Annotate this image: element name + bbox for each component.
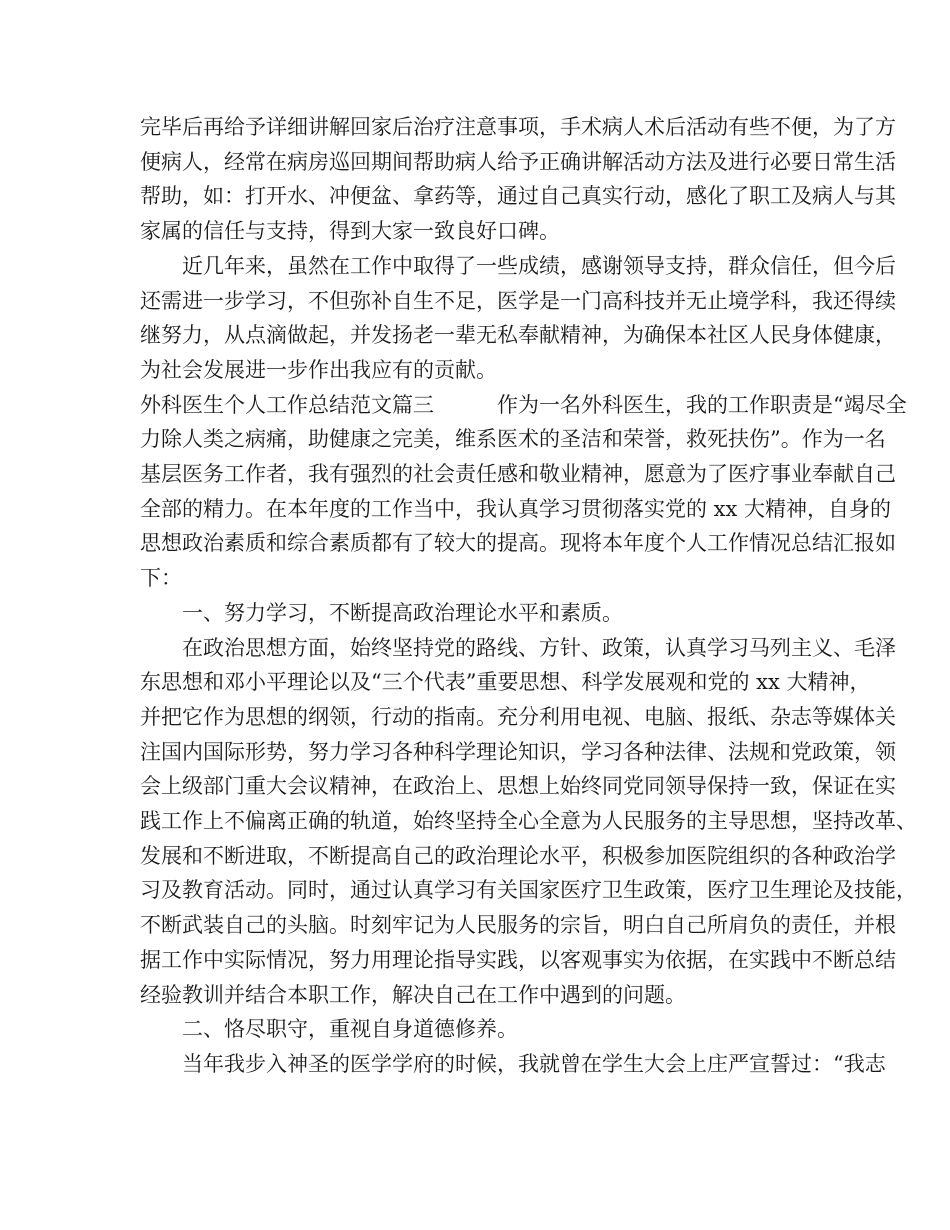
text-line: 力除人类之病痛，助健康之完美，维系医术的圣洁和荣誉，救死扶伤”。作为一名 <box>140 427 886 452</box>
text-line: 思想政治素质和综合素质都有了较大的提高。现将本年度个人工作情况总结汇报如 <box>140 531 896 556</box>
text-line: 据工作中实际情况，努力用理论指导实践，以客观事实为依据，在实践中不断总结 <box>140 947 896 972</box>
text-line: 下： <box>140 566 182 591</box>
text-line: 发展和不断进取，不断提高自己的政治理论水平，积极参加医院组织的各种政治学 <box>140 843 896 868</box>
text-line: 二、恪尽职守，重视自身道德修养。 <box>140 1017 518 1042</box>
text-line: 完毕后再给予详细讲解回家后治疗注意事项，手术病人术后活动有些不便，为了方 <box>140 115 896 139</box>
text-line: 经验教训并结合本职工作，解决自己在工作中遇到的问题。 <box>140 982 686 1007</box>
text-line: 东思想和邓小平理论以及“三个代表”重要思想、科学发展观和党的 xx 大精神， <box>140 670 871 695</box>
text-line: 在政治思想方面，始终坚持党的路线、方针、政策，认真学习马列主义、毛泽 <box>140 635 896 660</box>
text-line: 便病人，经常在病房巡回期间帮助病人给予正确讲解活动方法及进行必要日常生活 <box>140 149 896 174</box>
text-line: 基层医务工作者，我有强烈的社会责任感和敬业精神，愿意为了医疗事业奉献自己 <box>140 462 896 486</box>
text-line: 并把它作为思想的纲领，行动的指南。充分利用电视、电脑、报纸、杂志等媒体关 <box>140 704 896 729</box>
text-line: 会上级部门重大会议精神，在政治上、思想上始终同党同领导保持一致，保证在实 <box>140 774 896 799</box>
text-line: 践工作上不偏离正确的轨道，始终坚持全心全意为人民服务的主导思想，坚持改革、 <box>140 809 917 833</box>
text-line: 习及教育活动。同时，通过认真学习有关国家医疗卫生政策，医疗卫生理论及技能， <box>140 878 917 903</box>
text-line: 为社会发展进一步作出我应有的贡献。 <box>140 357 497 382</box>
text-line: 全部的精力。在本年度的工作当中，我认真学习贯彻落实党的 xx 大精神，自身的 <box>140 496 892 521</box>
text-line: 不断武装自己的头脑。时刻牢记为人民服务的宗旨，明白自己所肩负的责任，并根 <box>140 913 896 938</box>
text-line: 外科医生个人工作总结范文篇三 作为一名外科医生，我的工作职责是“竭尽全 <box>140 392 907 417</box>
text-line: 注国内国际形势，努力学习各种科学理论知识，学习各种法律、法规和党政策，领 <box>140 739 896 764</box>
text-line: 帮助，如：打开水、冲便盆、拿药等，通过自己真实行动，感化了职工及病人与其 <box>140 184 896 209</box>
text-line: 还需进一步学习，不但弥补自生不足，医学是一门高科技并无止境学科，我还得续 <box>140 288 896 313</box>
text-line: 继努力，从点滴做起，并发扬老一辈无私奉献精神，为确保本社区人民身体健康， <box>140 323 896 348</box>
text-line: 一、努力学习，不断提高政治理论水平和素质。 <box>140 600 623 625</box>
text-line: 近几年来，虽然在工作中取得了一些成绩，感谢领导支持，群众信任，但今后 <box>140 253 896 278</box>
text-line: 当年我步入神圣的医学学府的时候，我就曾在学生大会上庄严宣誓过：“我志 <box>140 1051 886 1076</box>
text-line: 家属的信任与支持，得到大家一致良好口碑。 <box>140 219 560 244</box>
